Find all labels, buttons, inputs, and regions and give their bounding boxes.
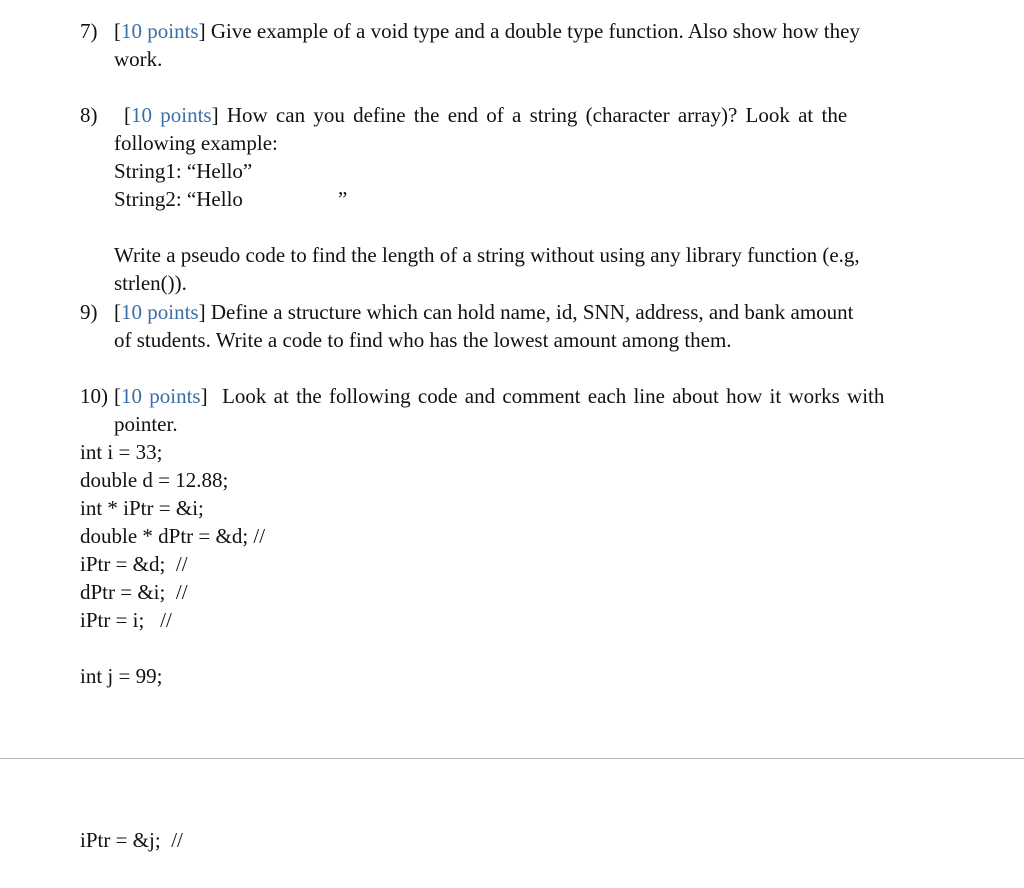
question-9-text-2: of students. Write a code to find who has the lowest amount among them. (114, 328, 732, 352)
question-9-text-1: Define a structure which can hold name, id, SNN, address, and bank amount (210, 300, 854, 324)
question-10-text-2: pointer. (114, 412, 178, 436)
question-9-number: 9) (80, 300, 98, 324)
question-10-text-1: Look at the following code and comment each line about how it works with (222, 384, 885, 408)
question-7-text-1: Give example of a void type and a double type function. Also show how they (210, 19, 860, 43)
code-line: iPtr = i; // (80, 608, 172, 632)
code-line: double d = 12.88; (80, 468, 229, 492)
question-7-text-2: work. (114, 47, 163, 71)
question-9-points: 10 points (121, 300, 199, 324)
question-8-line-1: [10 points] How can you define the end of a string (character array)? Look at the (124, 103, 848, 127)
question-7-points: 10 points (121, 19, 199, 43)
question-10-points: 10 points (121, 384, 201, 408)
question-10-line-1: [10 points] Look at the following code and comment each line about how it works with (114, 384, 885, 408)
question-8-points: 10 points (131, 103, 212, 127)
question-8-text-4: strlen()). (114, 271, 187, 295)
question-8-text-2: following example: (114, 131, 278, 155)
code-line: int * iPtr = &i; (80, 496, 204, 520)
question-8-text-3: Write a pseudo code to find the length of a string without using any library function (e.g, (114, 243, 860, 267)
question-7-number: 7) (80, 19, 98, 43)
code-line: int i = 33; (80, 440, 163, 464)
question-8-number: 8) (80, 103, 98, 127)
code-line: int j = 99; (80, 664, 163, 688)
page-divider (0, 758, 1024, 759)
string-2-example: String2: “Hello (114, 187, 243, 211)
question-9-line-1: [10 points] Define a structure which can hold name, id, SNN, address, and bank amount (114, 300, 854, 324)
question-7-line-1: [10 points] Give example of a void type and a double type function. Also show how they (114, 19, 860, 43)
code-line: iPtr = &j; // (80, 828, 183, 852)
code-line: dPtr = &i; // (80, 580, 188, 604)
string-2-close-quote: ” (338, 187, 348, 211)
code-line: double * dPtr = &d; // (80, 524, 266, 548)
string-1-example: String1: “Hello” (114, 159, 253, 183)
question-10-number: 10) (80, 384, 108, 408)
question-8-text-1: How can you define the end of a string (character array)? Look at the (226, 103, 848, 127)
code-line: iPtr = &d; // (80, 552, 188, 576)
